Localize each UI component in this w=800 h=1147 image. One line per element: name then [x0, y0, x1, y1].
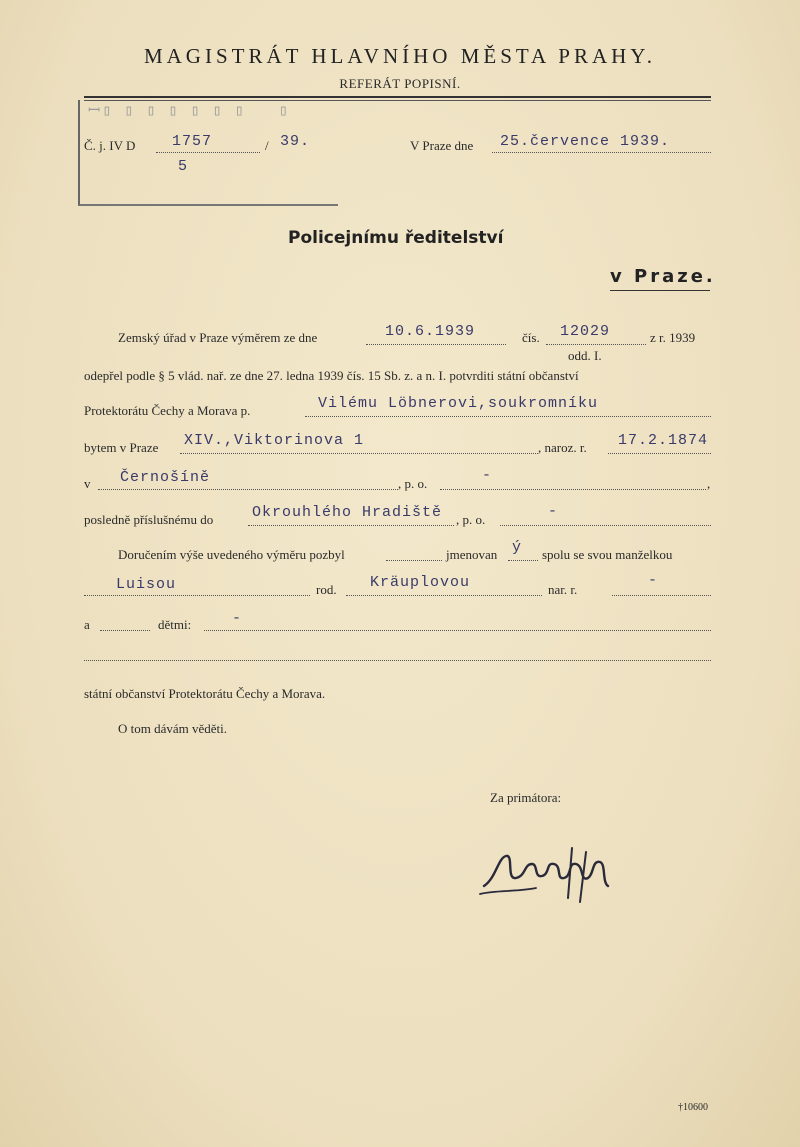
birth-date: 17.2.1874: [618, 432, 709, 449]
gender-suffix: ý: [512, 539, 523, 556]
body-text: Zemský úřad v Praze výměrem ze dne: [118, 330, 318, 345]
post-office-1: -: [482, 467, 493, 484]
handwritten-signature: [476, 838, 616, 908]
signature-label: Za primátora:: [490, 790, 562, 805]
body-text: čís.: [522, 330, 540, 345]
letter-date: 25.července 1939.: [500, 133, 671, 150]
birthplace: Černošíně: [120, 469, 211, 486]
body-text: dětmi:: [158, 617, 192, 632]
addressee-line-1: Policejnímu ředitelství: [288, 228, 504, 248]
person-name: Vilému Löbnerovi,soukromníku: [318, 395, 599, 412]
addressee-underline: [610, 290, 710, 291]
body-text: odd. I.: [568, 348, 602, 363]
body-text: posledně příslušnému do: [84, 512, 214, 527]
department-subtitle: REFERÁT POPISNÍ.: [339, 76, 461, 91]
reference-slash: /: [265, 138, 269, 153]
body-text: jmenovan: [446, 547, 498, 562]
address: XIV.,Viktorinova 1: [184, 432, 365, 449]
body-text: O tom dávám věděti.: [118, 721, 228, 736]
domicile: Okrouhlého Hradiště: [252, 504, 443, 521]
addressee-line-2: v Praze.: [610, 266, 716, 287]
reference-subnumber: 5: [178, 158, 189, 175]
body-text: v: [84, 476, 91, 491]
body-text: ,: [707, 476, 711, 491]
decree-date: 10.6.1939: [385, 323, 476, 340]
body-text: spolu se svou manželkou: [542, 547, 673, 562]
wife-name: Luisou: [116, 576, 177, 593]
body-text: odepřel podle § 5 vlád. nař. ze dne 27. ledna 1939 čís. 15 Sb. z. a n. I. potvrditi státní občanství: [84, 368, 579, 383]
body-text: , p. o.: [456, 512, 486, 527]
form-code: †10600: [678, 1102, 708, 1113]
body-text: nar. r.: [548, 582, 578, 597]
reference-year: 39.: [280, 133, 311, 150]
reference-number: 1757: [172, 133, 213, 150]
body-text: rod.: [316, 582, 337, 597]
body-text: , p. o.: [398, 476, 428, 491]
decree-number: 12029: [560, 323, 611, 340]
body-text: státní občanství Protektorátu Čechy a Morava.: [84, 686, 326, 701]
stamp-impression: ꟷ▯ ▯ ▯ ▯ ▯ ▯ ▯ ▯: [88, 101, 290, 119]
post-office-2: -: [548, 503, 559, 520]
body-text: Protektorátu Čechy a Morava p.: [84, 403, 251, 418]
children: -: [232, 610, 243, 627]
blank-line: [84, 660, 711, 661]
body-text: bytem v Praze: [84, 440, 159, 455]
office-title: MAGISTRÁT HLAVNÍHO MĚSTA PRAHY.: [143, 44, 657, 68]
place-date-label: V Praze dne: [410, 138, 474, 153]
header-rule: [84, 96, 711, 98]
body-text: , naroz. r.: [538, 440, 587, 455]
reference-label: Č. j. IV D: [84, 138, 136, 153]
body-text: a: [84, 617, 90, 632]
wife-maiden-name: Kräuplovou: [370, 574, 471, 591]
wife-birth-year: -: [648, 572, 659, 589]
body-text: Doručením výše uvedeného výměru pozbyl: [118, 547, 345, 562]
body-text: z r. 1939: [650, 330, 696, 345]
